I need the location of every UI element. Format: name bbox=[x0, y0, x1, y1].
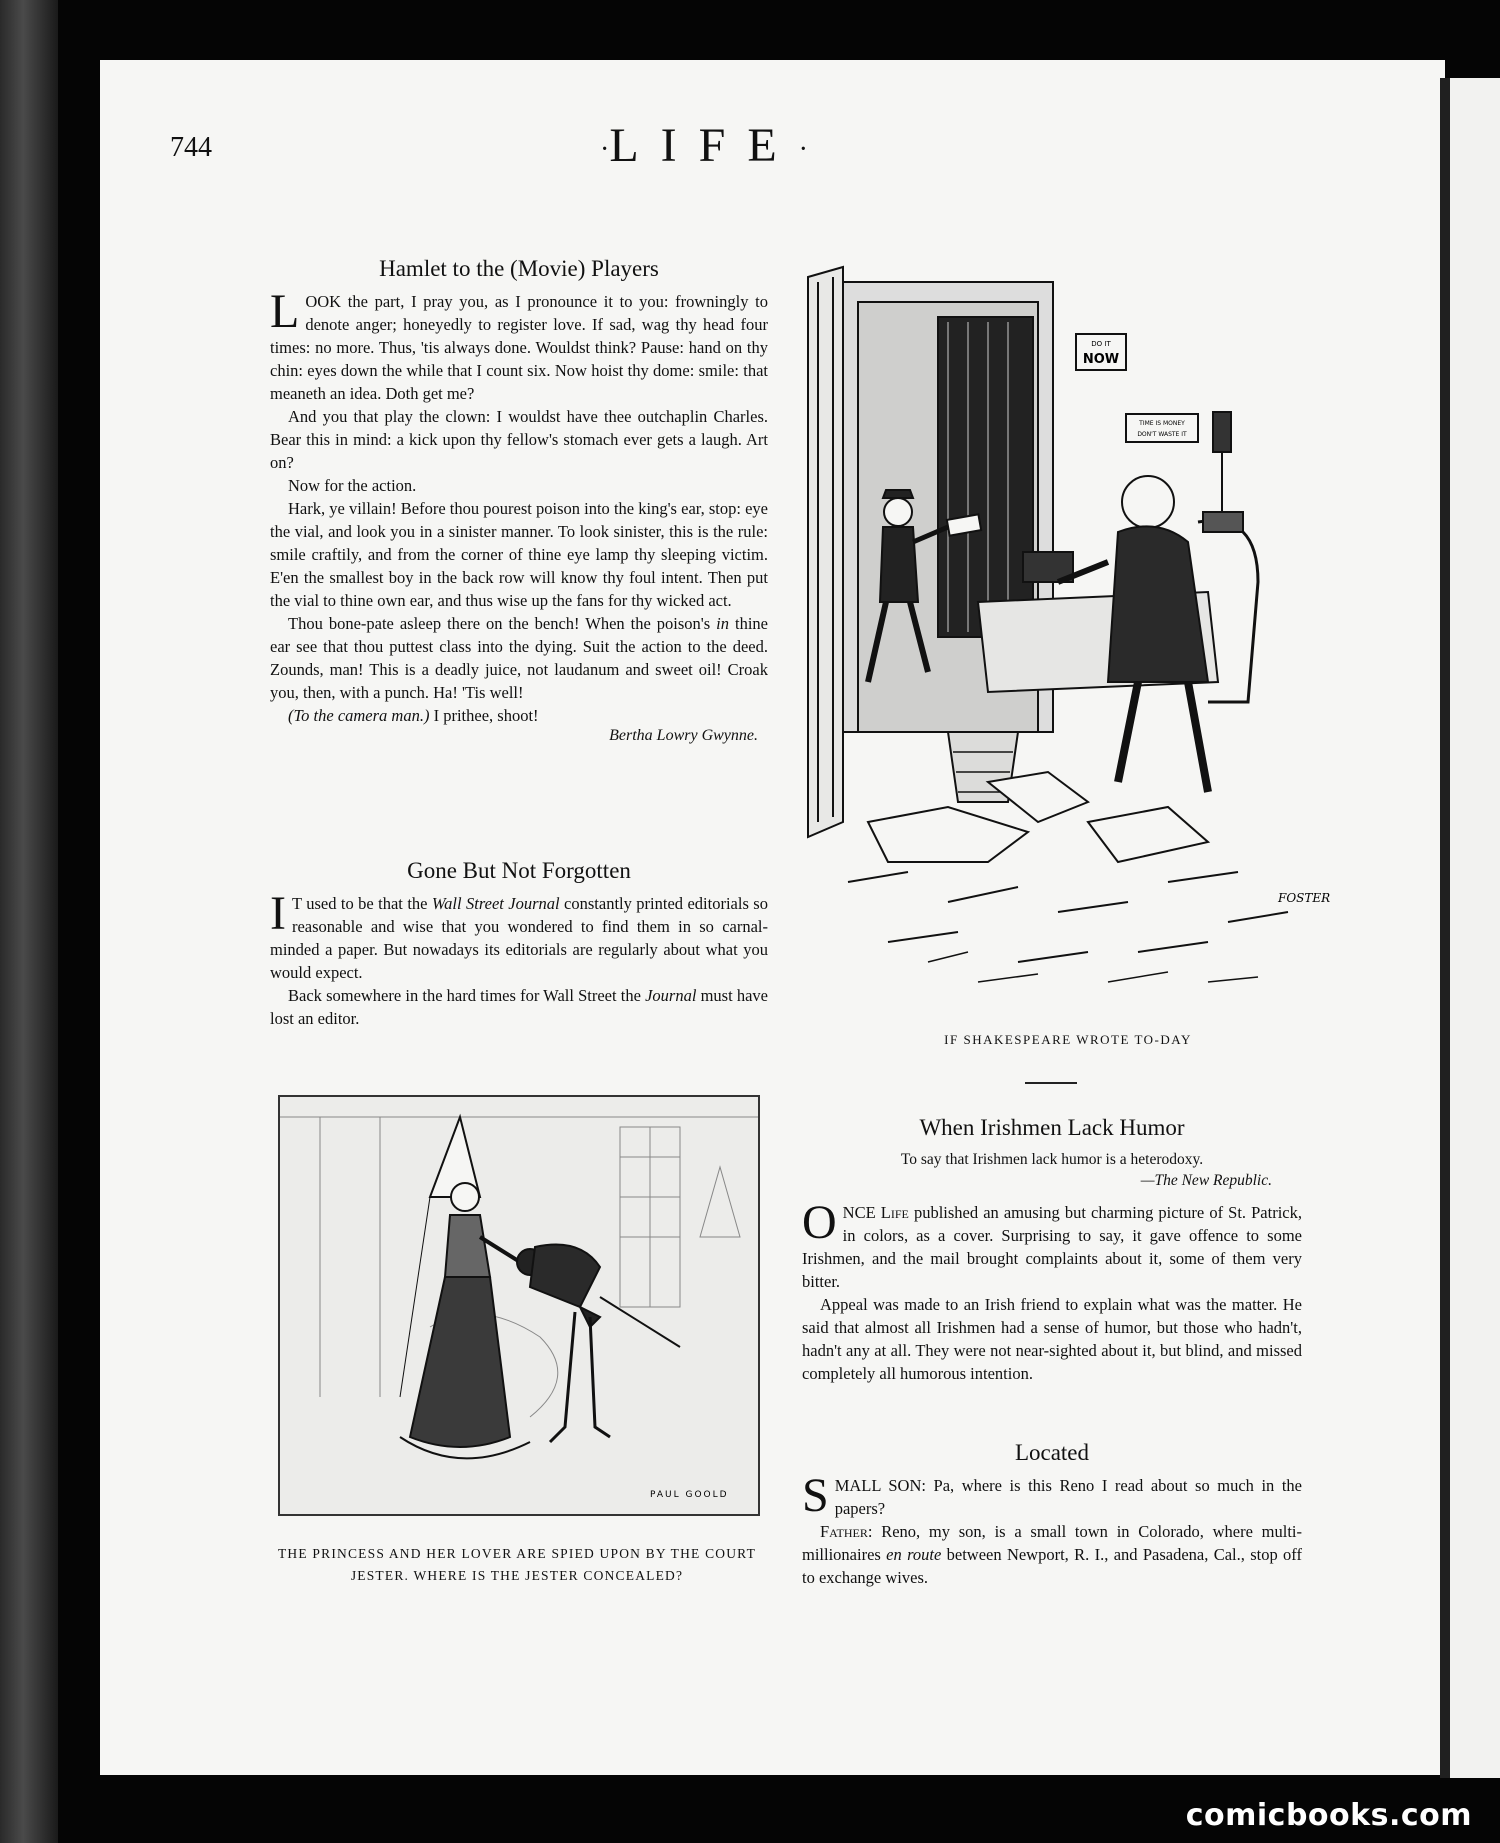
paragraph bbox=[270, 612, 768, 704]
emphasis: Life bbox=[880, 1203, 909, 1222]
illustration-caption: IF SHAKESPEARE WROTE TO-DAY bbox=[944, 1032, 1192, 1047]
sign-text: TIME IS MONEY bbox=[1139, 420, 1185, 427]
paragraph-text: published an amusing but charming picture of St. Patrick, in colors, as a cover. Surprising to say, it gave offence to some Irishmen, and the mail brought complaints about it, some of them very bitter. bbox=[802, 1203, 1302, 1291]
paragraph bbox=[270, 984, 768, 1030]
emphasis: in bbox=[716, 614, 730, 633]
drop-cap: L bbox=[270, 285, 300, 338]
illustration-drawing bbox=[280, 1097, 758, 1514]
emphasis: Journal bbox=[645, 986, 697, 1005]
section-divider bbox=[1025, 1082, 1077, 1084]
paragraph-text: thine ear see that thou puttest class into the dying. Suit the action to the deed. Zounds, man! This is a deadly juice, not laudanum and sweet oil! Croak you, then, with a punch. Ha! 'Tis well! bbox=[270, 614, 768, 702]
masthead bbox=[600, 118, 808, 173]
princess-illustration bbox=[278, 1095, 760, 1516]
drop-cap: O bbox=[802, 1196, 837, 1249]
paragraph bbox=[802, 1469, 1302, 1522]
masthead-dot-right: · bbox=[798, 133, 808, 165]
drop-cap: I bbox=[270, 887, 286, 940]
sign-text: DO IT bbox=[1091, 340, 1111, 348]
speaker-label: Father: bbox=[820, 1522, 873, 1541]
illustration-caption: THE PRINCESS AND HER LOVER ARE SPIED UPON BY THE COURT JESTER. WHERE IS THE JESTER CONCEALED? bbox=[277, 1546, 757, 1583]
paragraph-text: NCE bbox=[842, 1203, 881, 1222]
illustration-drawing bbox=[788, 262, 1348, 1024]
emphasis: Wall Street Journal bbox=[431, 894, 560, 913]
sign-time-is-money bbox=[1126, 414, 1198, 442]
paragraph bbox=[802, 1196, 1302, 1293]
drop-cap: S bbox=[802, 1469, 829, 1522]
paragraph: Hark, ye villain! Before thou pourest poison into the king's ear, stop: eye the vial, and look you in a sinister manner. To look sinister, this is the rule: smile craftily, and from the corner of thine eye lamp thy sleeping victim. E'en the smallest boy in the back row will know thy foul intent. Then put the vial to thine own ear, and thus wise up the fans for thy wicked act. bbox=[270, 499, 768, 610]
author-signature: Bertha Lowry Gwynne. bbox=[609, 727, 758, 744]
paragraph-text: Thou bone-pate asleep there on the bench! When the poison's bbox=[288, 614, 717, 633]
paragraph: Appeal was made to an Irish friend to explain what was the matter. He said that almost all Irishmen had a sense of humor, but those who hadn't, hadn't any at all. They were not near-sighted about it, but blind, and missed completely all humorous intention. bbox=[802, 1295, 1302, 1383]
page-number: 744 bbox=[170, 132, 212, 163]
sign-do-it-now bbox=[1076, 334, 1126, 370]
paragraph bbox=[270, 704, 768, 727]
source-watermark: comicbooks.com bbox=[1185, 1798, 1472, 1833]
artist-signature: FOSTER bbox=[1278, 891, 1331, 905]
article-title: Located bbox=[1014, 1440, 1090, 1465]
paragraph: Now for the action. bbox=[288, 476, 417, 495]
emphasis: en route bbox=[886, 1545, 942, 1564]
paragraph-text: I prithee, shoot! bbox=[429, 706, 539, 725]
masthead-dot-left: · bbox=[600, 133, 610, 165]
shakespeare-illustration bbox=[788, 262, 1348, 1024]
paragraph-text: between Newport, R. I., and Pasadena, Cal., stop off to exchange wives. bbox=[802, 1545, 1302, 1587]
article-gone bbox=[270, 858, 768, 1030]
paragraph-text: constantly printed editorials so reasonable and wise that you wondered to find them in so carnal-minded a paper. But nowadays its editorials are regularly about what you would expect. bbox=[270, 894, 768, 982]
masthead-title: LIFE bbox=[609, 119, 799, 172]
paragraph-text: Reno, my son, is a small town in Colorado, where multi-millionaires bbox=[802, 1522, 1302, 1564]
paragraph-text: Back somewhere in the hard times for Wall Street the bbox=[288, 986, 646, 1005]
article-hamlet bbox=[270, 256, 768, 745]
artist-signature: PAUL GOOLD bbox=[650, 1490, 729, 1500]
epigraph-source: —The New Republic. bbox=[1140, 1172, 1272, 1189]
paragraph-text: OOK the part, I pray you, as I pronounce it to you: frowningly to denote anger; honeyedly to register love. If sad, wag thy head four times: no more. Thus, 'tis always done. Wouldst think? Pause: hand on thy chin: eyes down the while that I count six. Now hoist thy dome: smile: that meaneth an idea. Doth get me? bbox=[270, 292, 768, 403]
article-irishmen bbox=[802, 1115, 1302, 1385]
facing-page-edge bbox=[1440, 78, 1500, 1778]
paragraph bbox=[270, 285, 768, 405]
paragraph-text: MALL SON: Pa, where is this Reno I read about so much in the papers? bbox=[834, 1476, 1302, 1518]
article-located bbox=[802, 1440, 1302, 1589]
epigraph: To say that Irishmen lack humor is a heterodoxy. bbox=[900, 1151, 1204, 1168]
article-title: Gone But Not Forgotten bbox=[407, 858, 631, 883]
paragraph-text: must have lost an editor. bbox=[270, 986, 768, 1028]
sign-text: DON'T WASTE IT bbox=[1137, 431, 1187, 438]
sign-text: NOW bbox=[1082, 352, 1120, 367]
paragraph: And you that play the clown: I wouldst have thee outchaplin Charles. Bear this in mind: a kick upon thy fellow's stomach ever gets a laugh. Art on? bbox=[270, 407, 768, 472]
paragraph bbox=[270, 887, 768, 984]
scan-edge bbox=[0, 0, 58, 1843]
paragraph bbox=[802, 1520, 1302, 1589]
article-title: When Irishmen Lack Humor bbox=[919, 1115, 1185, 1140]
paragraph-text: T used to be that the bbox=[291, 894, 432, 913]
article-title: Hamlet to the (Movie) Players bbox=[379, 256, 659, 281]
stage-direction: (To the camera man.) bbox=[288, 706, 430, 725]
